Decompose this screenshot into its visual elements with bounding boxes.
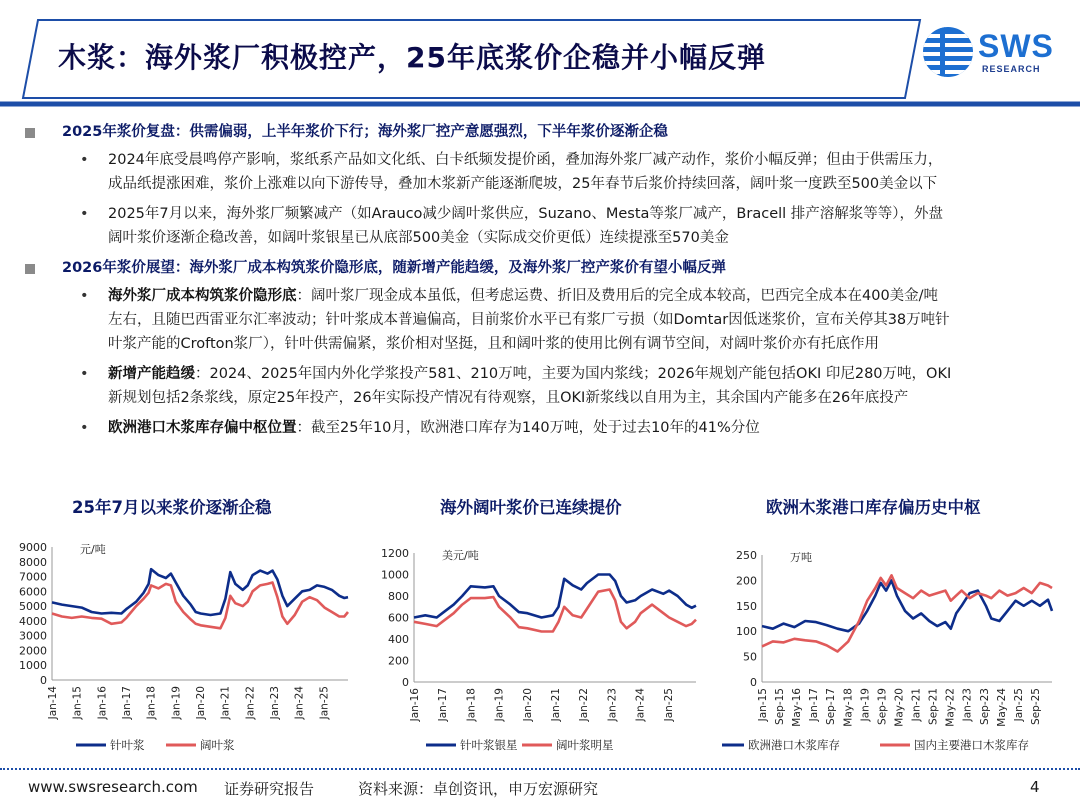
bullet-line: ：截至25年10月，欧洲港口库存为140万吨，处于过去10年的41%分位 xyxy=(296,420,760,436)
y-tick-label: 200 xyxy=(388,654,409,668)
x-tick-label: Sep-21 xyxy=(927,688,940,725)
y-tick-label: 9000 xyxy=(19,541,47,554)
y-tick-label: 800 xyxy=(388,590,409,603)
legend-label: 国内主要港口木浆库存 xyxy=(914,738,1029,752)
bullet-lead: 欧洲港口木浆库存偏中枢位置 xyxy=(108,420,297,436)
x-tick-label: May-24 xyxy=(995,688,1008,727)
x-tick-label: Jan-23 xyxy=(269,686,281,720)
chart-title-inventory: 欧洲木浆港口库存偏历史中枢 xyxy=(766,498,981,517)
logo-wordmark: SWS xyxy=(978,28,1054,64)
legend-label: 阔叶浆明星 xyxy=(556,738,614,752)
logo-subtext: RESEARCH xyxy=(982,64,1041,74)
y-tick-label: 600 xyxy=(388,611,409,625)
price-chart-usd xyxy=(368,535,713,760)
bullet-line: ：阔叶浆厂现金成本虽低，但考虑运费、折旧及费用后的完全成本较高，巴西完全成本在400美金/吨 xyxy=(296,288,939,304)
x-tick-label: Jan-20 xyxy=(195,686,207,720)
y-tick-label: 100 xyxy=(736,625,757,639)
y-tick-label: 0 xyxy=(750,676,757,689)
chart-title-overseas-price: 海外阔叶浆价已连续提价 xyxy=(440,498,622,517)
series-line xyxy=(762,580,1052,631)
bullet-line: ：2024、2025年国内外化学浆投产581、210万吨，主要为国内浆线；2026年规划产能包括OKI 印尼280万吨，OKI xyxy=(195,366,952,382)
y-tick-label: 50 xyxy=(743,650,757,664)
y-tick-label: 1200 xyxy=(381,547,409,560)
y-tick-label: 3000 xyxy=(19,629,47,643)
x-tick-label: Jan-21 xyxy=(550,688,562,722)
y-tick-label: 200 xyxy=(736,574,757,588)
section-heading-2025 xyxy=(22,120,1062,144)
x-tick-label: Jan-18 xyxy=(145,686,158,720)
y-tick-label: 5000 xyxy=(19,600,47,614)
sws-logo xyxy=(920,24,1060,82)
footer-divider xyxy=(0,768,1080,770)
x-tick-label: Jan-17 xyxy=(808,688,821,722)
x-tick-label: Jan-14 xyxy=(47,686,59,720)
x-tick-label: Jan-21 xyxy=(910,688,923,722)
series-line xyxy=(52,583,348,629)
globe-icon xyxy=(920,24,976,80)
x-tick-label: Jan-15 xyxy=(757,688,769,722)
y-axis-unit-label: 万吨 xyxy=(790,551,812,564)
legend-label: 阔叶浆 xyxy=(200,738,235,752)
x-tick-label: Sep-23 xyxy=(978,688,991,725)
bullet-lead: 海外浆厂成本构筑浆价隐形底 xyxy=(108,288,297,304)
bullet-line: 新规划包括2条浆线，原定25年投产，26年实际投产情况有待观察，且OKI新浆线以自用为主，其余国内产能多在26年底投产 xyxy=(108,390,909,406)
series-line xyxy=(52,569,348,615)
x-tick-label: Jan-25 xyxy=(318,686,331,720)
x-tick-label: Jan-20 xyxy=(521,688,534,722)
inventory-chart xyxy=(722,535,1072,760)
x-tick-label: Jan-22 xyxy=(244,686,257,720)
page-title: 木浆：海外浆厂积极控产，25年底浆价企稳并小幅反弹 xyxy=(58,41,766,74)
x-tick-label: Jan-23 xyxy=(606,688,619,722)
bullet-lead: 新增产能趋缓 xyxy=(108,366,195,382)
x-tick-label: Jan-25 xyxy=(1012,688,1025,722)
y-axis-unit-label: 元/吨 xyxy=(80,543,106,556)
x-tick-label: Sep-25 xyxy=(1029,688,1042,725)
footer-source: 资料来源：卓创资讯，申万宏源研究 xyxy=(358,780,599,798)
x-tick-label: May-16 xyxy=(791,688,804,727)
x-tick-label: Jan-17 xyxy=(121,686,133,720)
x-tick-label: Jan-19 xyxy=(859,688,872,722)
x-tick-label: Jan-19 xyxy=(493,688,506,722)
bullet-line: 左右，且随巴西雷亚尔汇率波动；针叶浆成本普遍偏高，目前浆价水平已有浆厂亏损（如Domtar因低迷浆价，宣布关停其38万吨针 xyxy=(108,312,950,328)
y-tick-label: 150 xyxy=(736,599,757,613)
bullet-line: 叶浆产能的Crofton浆厂），针叶供需偏紧，浆价相对坚挺，且和阔叶浆的使用比例有调节空间，对阔叶浆价亦有托底作用 xyxy=(108,336,879,352)
bullet-line: 成品纸提涨困难，浆价上涨难以向下游传导，叠加木浆新产能逐渐爬坡，25年春节后浆价持续回落，阔叶浆一度跌至500美金以下 xyxy=(108,176,938,192)
y-tick-label: 8000 xyxy=(19,555,47,569)
y-tick-label: 7000 xyxy=(19,570,47,584)
x-tick-label: May-22 xyxy=(944,688,957,727)
bullet-item xyxy=(22,284,1062,356)
x-tick-label: Jan-23 xyxy=(961,688,974,722)
x-tick-label: Jan-24 xyxy=(293,686,306,720)
bullet-item xyxy=(22,148,1062,196)
y-tick-label: 1000 xyxy=(19,659,47,673)
bullet-item xyxy=(22,362,1062,410)
x-tick-label: May-20 xyxy=(893,688,906,727)
x-tick-label: Jan-22 xyxy=(578,688,591,722)
x-tick-label: Jan-19 xyxy=(170,686,183,720)
bullet-dot-icon: • xyxy=(80,152,89,168)
section-heading-text: 2025年浆价复盘：供需偏弱，上半年浆价下行；海外浆厂控产意愿强烈，下半年浆价逐渐企稳 xyxy=(62,124,668,140)
x-tick-label: Jan-24 xyxy=(634,688,647,722)
footer-report-type: 证券研究报告 xyxy=(224,780,315,798)
y-axis-unit-label: 美元/吨 xyxy=(442,549,479,562)
y-tick-label: 2000 xyxy=(19,644,47,658)
bullet-dot-icon: • xyxy=(80,420,89,436)
bullet-line: 阔叶浆价逐渐企稳改善，如阔叶浆银星已从底部500美金（实际成交价更低）连续提涨至570美金 xyxy=(108,230,729,246)
bullet-dot-icon: • xyxy=(80,206,89,222)
price-chart-cny xyxy=(10,535,360,760)
x-tick-label: May-18 xyxy=(842,688,855,727)
legend-label: 针叶浆 xyxy=(110,738,145,752)
y-tick-label: 1000 xyxy=(381,568,409,582)
square-bullet-icon xyxy=(25,264,35,274)
x-tick-label: Jan-17 xyxy=(437,688,450,722)
x-tick-label: Jan-18 xyxy=(465,688,478,722)
y-tick-label: 6000 xyxy=(19,585,47,599)
bullet-line: 2024年底受晨鸣停产影响，浆纸系产品如文化纸、白卡纸频发提价函，叠加海外浆厂减产动作，浆价小幅反弹；但由于供需压力， xyxy=(108,152,943,168)
legend-label: 欧洲港口木浆库存 xyxy=(748,738,840,752)
content-area xyxy=(22,120,1062,446)
x-tick-label: Jan-21 xyxy=(219,686,232,720)
section-heading-text: 2026年浆价展望：海外浆厂成本构筑浆价隐形底，随新增产能趋缓，及海外浆厂控产浆价有望小幅反弹 xyxy=(62,260,726,276)
x-tick-label: Jan-15 xyxy=(71,686,84,720)
chart-title-domestic-price: 25年7月以来浆价逐渐企稳 xyxy=(72,498,272,517)
square-bullet-icon xyxy=(25,128,35,138)
title-bar xyxy=(0,0,1080,108)
x-tick-label: Sep-15 xyxy=(774,688,787,725)
y-tick-label: 400 xyxy=(388,633,409,646)
x-tick-label: Jan-16 xyxy=(96,686,109,720)
bullet-line: 2025年7月以来，海外浆厂频繁减产（如Arauco减少阔叶浆供应，Suzano、Mesta等浆厂减产，Bracell 排产溶解浆等等），外盘 xyxy=(108,206,944,222)
section-heading-2026 xyxy=(22,256,1062,280)
footer-website[interactable]: www.swsresearch.com xyxy=(28,778,198,796)
y-tick-label: 250 xyxy=(736,549,757,562)
bullet-dot-icon: • xyxy=(80,366,89,382)
x-tick-label: Sep-19 xyxy=(876,688,889,725)
bullet-dot-icon: • xyxy=(80,288,89,304)
y-tick-label: 0 xyxy=(402,676,409,689)
bullet-item xyxy=(22,202,1062,250)
x-tick-label: Jan-25 xyxy=(662,688,675,722)
x-tick-label: Sep-17 xyxy=(825,688,838,725)
x-tick-label: Jan-16 xyxy=(409,688,421,722)
bullet-item xyxy=(22,416,1062,440)
page-number: 4 xyxy=(1030,778,1040,796)
legend-label: 针叶浆银星 xyxy=(460,738,518,752)
y-tick-label: 4000 xyxy=(19,614,47,628)
y-tick-label: 0 xyxy=(40,674,47,687)
